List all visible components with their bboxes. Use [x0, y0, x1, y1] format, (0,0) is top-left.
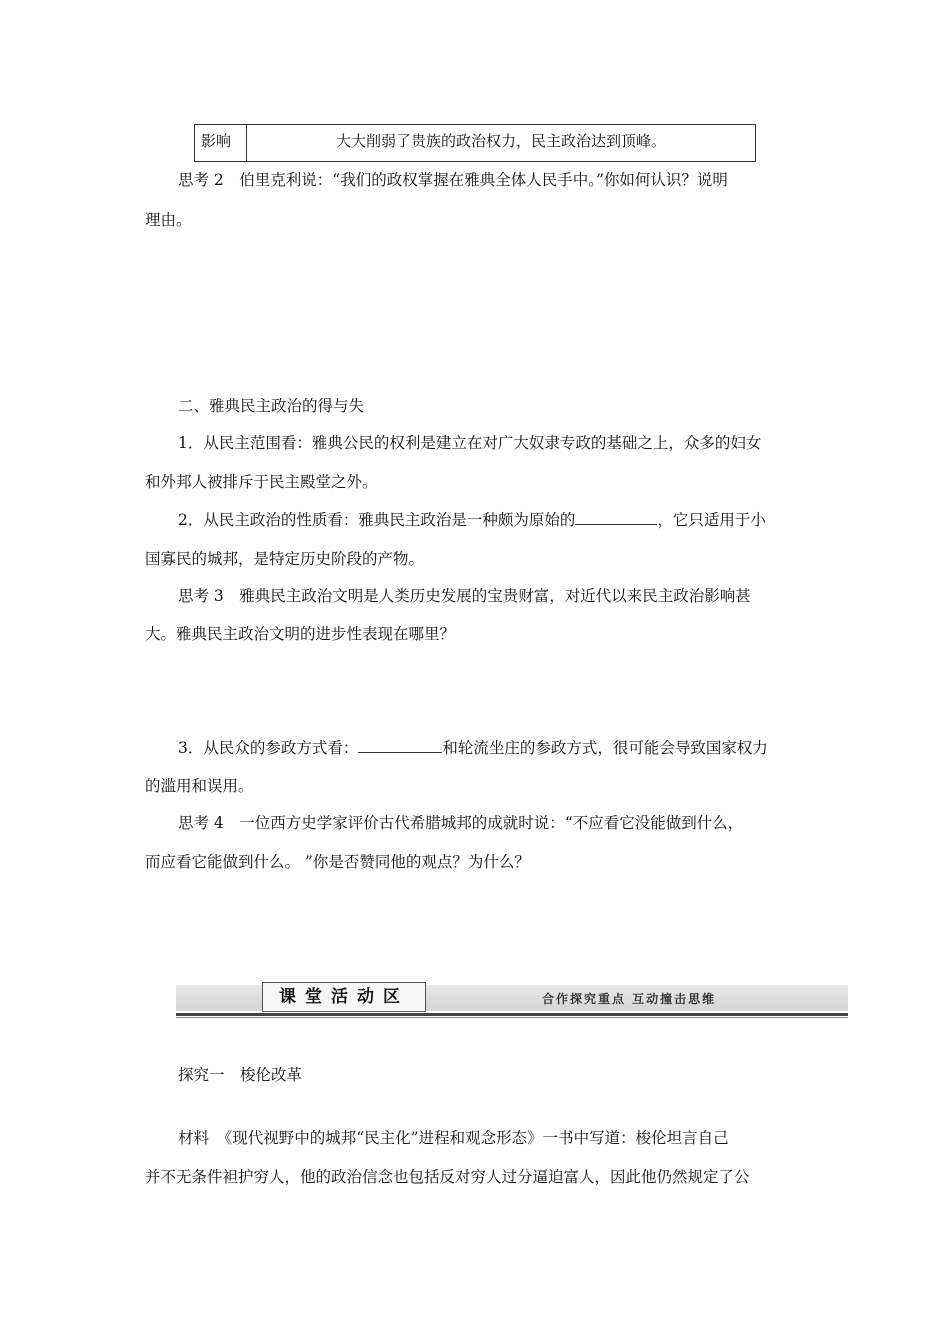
table-row: [195, 125, 756, 162]
item2-line1: [178, 508, 766, 530]
item3-text-before: 3．从民众的参政方式看：: [178, 739, 359, 757]
section2-title: 二、雅典民主政治的得与失: [178, 397, 365, 415]
material-line2: 并不无条件袒护穷人，他的政治信念也包括反对穷人过分逼迫富人，因此他仍然规定了公: [145, 1168, 750, 1186]
section-banner: [176, 979, 848, 1019]
explore1-title: 探究一 梭伦改革: [178, 1066, 303, 1084]
item1-line1: 1．从民主范围看：雅典公民的权利是建立在对广大奴隶专政的基础之上，众多的妇女: [178, 434, 762, 452]
banner-title: 课堂活动区: [262, 982, 426, 1012]
item3-text-after: 和轮流坐庄的参政方式，很可能会导致国家权力: [442, 739, 768, 757]
impact-table: [194, 124, 756, 162]
banner-rule: [176, 1013, 848, 1016]
banner-subtitle: 合作探究重点 互动撞击思维: [542, 992, 717, 1006]
item3-line2: 的滥用和误用。: [145, 777, 254, 795]
think2-line2: 理由。: [145, 211, 192, 229]
think4-line2: 而应看它能做到什么。 ”你是否赞同他的观点？为什么？: [145, 853, 530, 871]
item2-line2: 国寡民的城邦，是特定历史阶段的产物。: [145, 550, 425, 568]
think2-line1: 思考 2 伯里克利说：“我们的政权掌握在雅典全体人民手中。”你如何认识？说明: [178, 171, 728, 189]
impact-value: 大大削弱了贵族的政治权力，民主政治达到顶峰。: [247, 125, 756, 162]
item3-line1: [178, 736, 768, 758]
item2-text-before: 2．从民主政治的性质看：雅典民主政治是一种颇为原始的: [178, 511, 576, 529]
item2-text-after: ，它只适用于小: [657, 511, 766, 529]
impact-label: 影响: [195, 125, 247, 162]
fill-blank-1[interactable]: [575, 509, 657, 525]
item1-line2: 和外邦人被排斥于民主殿堂之外。: [145, 473, 378, 491]
material-line1: 材料 《现代视野中的城邦“民主化”进程和观念形态》一书中写道：梭伦坦言自己: [178, 1129, 729, 1147]
think4-line1: 思考 4 一位西方史学家评价古代希腊城邦的成就时说：“不应看它没能做到什么，: [178, 814, 744, 832]
fill-blank-2[interactable]: [358, 737, 442, 753]
think3-line1: 思考 3 雅典民主政治文明是人类历史发展的宝贵财富，对近代以来民主政治影响甚: [178, 587, 751, 605]
banner-rule-thin: [176, 1017, 848, 1018]
think3-line2: 大。雅典民主政治文明的进步性表现在哪里？: [145, 625, 456, 643]
